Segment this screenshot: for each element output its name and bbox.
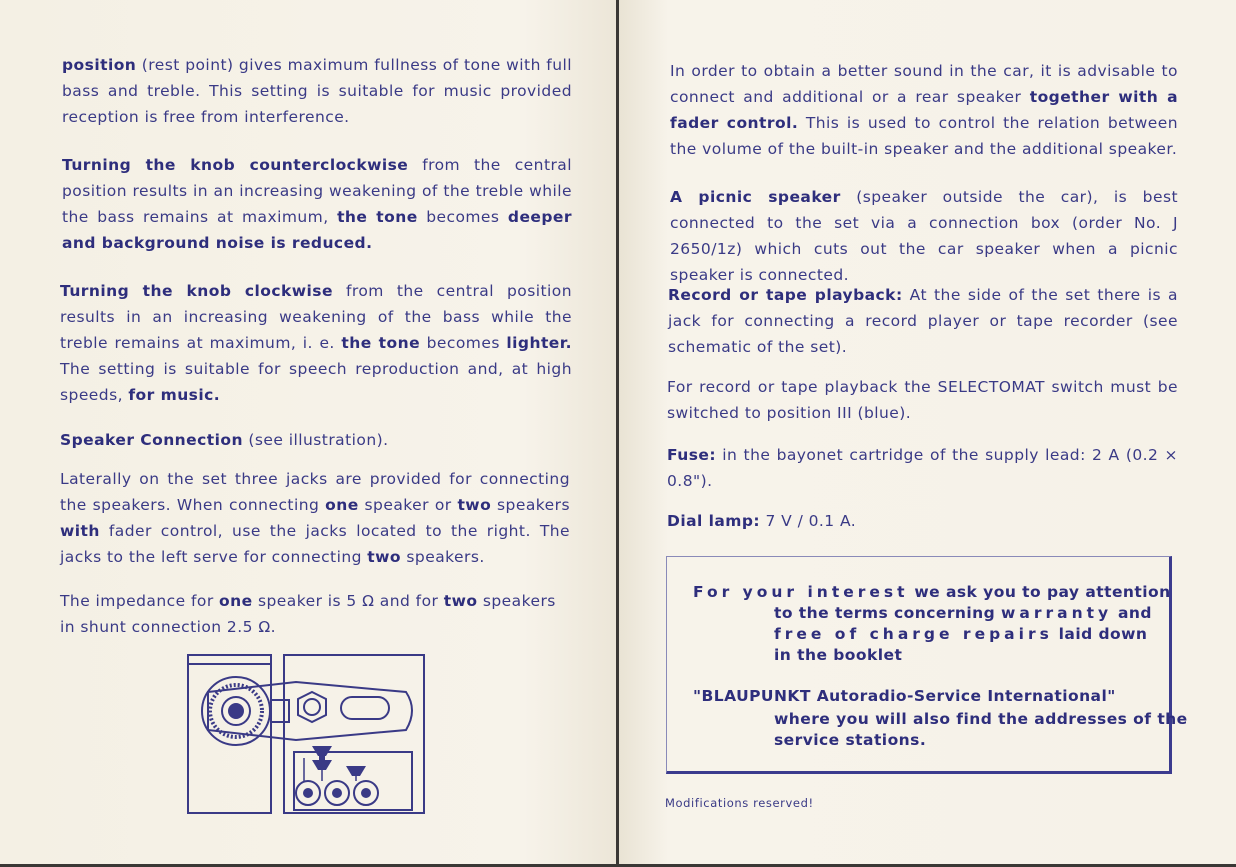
speaker-connection-illustration bbox=[186, 652, 428, 818]
modifications-footer: Modifications reserved! bbox=[665, 796, 814, 810]
notice-line-6: where you will also find the addresses of the bbox=[774, 710, 1188, 728]
jacks-paragraph: Laterally on the set three jacks are provided for connecting the speakers. When connecting one speaker or two speakers with fader control, use the jacks located to the right. The jacks to the left serve for connecting two speakers. bbox=[60, 470, 570, 566]
warranty-notice-box bbox=[666, 556, 1188, 774]
notice-line-2: to the terms concerning warranty and bbox=[774, 604, 1152, 622]
dial-lamp-paragraph: Dial lamp: 7 V / 0.1 A. bbox=[667, 512, 857, 530]
tone-rest-paragraph: position (rest point) gives maximum fullness of tone with full bass and treble. This setting is suitable for music provided reception is free from interference. bbox=[62, 56, 572, 126]
fader-paragraph: In order to obtain a better sound in the car, it is advisable to connect and additional or a rear speaker together with a fader control. This is used to control the relation between the volume of the built-in speaker and the additional speaker. bbox=[670, 62, 1178, 158]
clockwise-paragraph: Turning the knob clockwise from the central position results in an increasing weakening of the bass while the treble remains at maximum, i. e. the tone becomes lighter. The setting is suitable for speech reproduction and, at high speeds, for music. bbox=[60, 282, 572, 404]
selectomat-paragraph: For record or tape playback the SELECTOMAT switch must be switched to position III (blue). bbox=[667, 378, 1178, 422]
counterclockwise-paragraph: Turning the knob counterclockwise from the central position results in an increasing weakening of the treble while the bass remains at maximum, the tone becomes deeper and background noise is reduced. bbox=[62, 156, 572, 252]
notice-line-5: "BLAUPUNKT Autoradio-Service International" bbox=[693, 687, 1116, 705]
notice-line-1: For your interest we ask you to pay attention bbox=[693, 583, 1171, 601]
record-playback-paragraph: Record or tape playback: At the side of the set there is a jack for connecting a record player or tape recorder (see schematic of the set). bbox=[668, 286, 1178, 356]
fuse-paragraph: Fuse: in the bayonet cartridge of the supply lead: 2 A (0.2 × 0.8"). bbox=[667, 446, 1178, 490]
speaker-connection-heading: Speaker Connection (see illustration). bbox=[60, 431, 389, 449]
left-page bbox=[0, 0, 616, 864]
impedance-paragraph: The impedance for one speaker is 5 Ω and for two speakers in shunt connection 2.5 Ω. bbox=[60, 592, 556, 636]
notice-line-3: free of charge repairs laid down bbox=[774, 625, 1148, 643]
notice-line-4: in the booklet bbox=[774, 646, 903, 664]
notice-line-7: service stations. bbox=[774, 731, 927, 749]
picnic-speaker-paragraph: A picnic speaker (speaker outside the car), is best connected to the set via a connection box (order No. J 2650/1z) which cuts out the car speaker when a picnic speaker is connected. bbox=[670, 188, 1179, 284]
